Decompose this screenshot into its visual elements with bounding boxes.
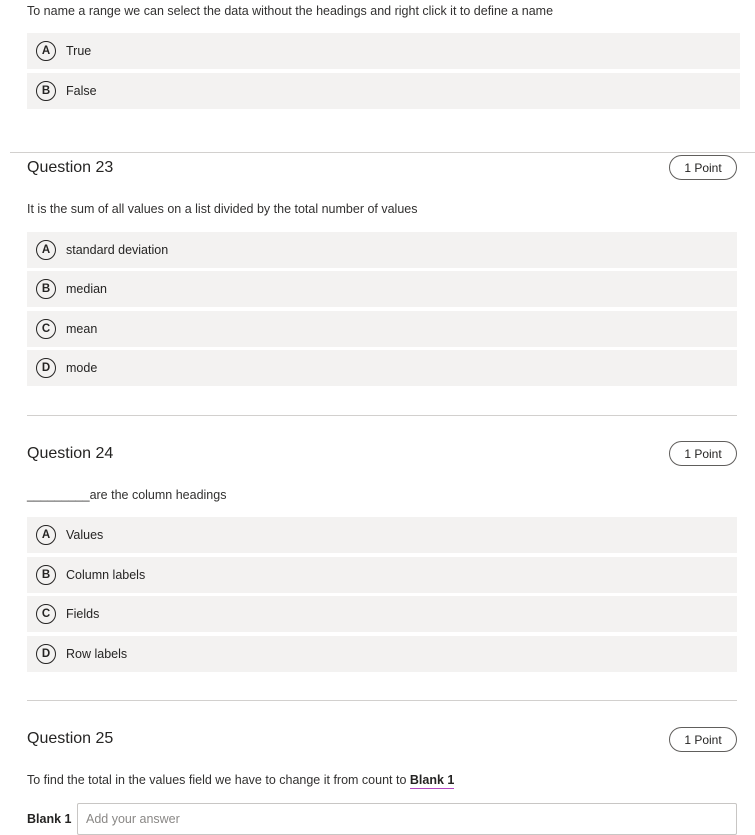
q24-option-a[interactable] <box>27 517 737 553</box>
option-label: median <box>66 282 107 296</box>
question-24-prompt: _________are the column headings <box>27 488 227 502</box>
option-letter-d: D <box>36 644 56 664</box>
option-letter-b: B <box>36 81 56 101</box>
question-23-title: Question 23 <box>27 159 114 176</box>
q23-option-b[interactable] <box>27 271 737 307</box>
question-24-points-badge: 1 Point <box>669 441 737 466</box>
blank-1-reference[interactable]: Blank 1 <box>409 773 455 787</box>
option-letter-a: A <box>36 240 56 260</box>
question-25-prompt-line <box>27 773 454 787</box>
question-25-title: Question 25 <box>27 730 114 747</box>
option-letter-a: A <box>36 41 56 61</box>
q24-option-b[interactable] <box>27 557 737 593</box>
q22-option-a[interactable] <box>27 33 740 69</box>
question-23-prompt: It is the sum of all values on a list divided by the total number of values <box>27 202 418 216</box>
option-label: standard deviation <box>66 243 169 257</box>
option-label: Row labels <box>66 647 128 661</box>
question-divider <box>27 415 737 416</box>
option-letter-b: B <box>36 565 56 585</box>
q23-option-c[interactable] <box>27 311 737 347</box>
option-letter-d: D <box>36 358 56 378</box>
option-letter-c: C <box>36 604 56 624</box>
blank-1-answer-input[interactable] <box>77 803 737 835</box>
option-label: Column labels <box>66 568 146 582</box>
question-23-points-badge: 1 Point <box>669 155 737 180</box>
option-label: mode <box>66 361 98 375</box>
q24-option-d[interactable] <box>27 636 737 672</box>
question-divider <box>27 700 737 701</box>
option-label: False <box>66 84 97 98</box>
blank-1-label: Blank 1 <box>27 812 72 826</box>
question-divider <box>10 152 755 153</box>
option-letter-c: C <box>36 319 56 339</box>
question-25-prompt: To find the total in the values field we have to change it from count to <box>27 773 407 787</box>
option-label: True <box>66 44 92 58</box>
question-24-title: Question 24 <box>27 445 114 462</box>
option-label: Values <box>66 528 104 542</box>
question-22-prompt: To name a range we can select the data without the headings and right click it to define a name <box>27 4 554 18</box>
q23-option-a[interactable] <box>27 232 737 268</box>
q23-option-d[interactable] <box>27 350 737 386</box>
option-label: Fields <box>66 607 100 621</box>
option-letter-b: B <box>36 279 56 299</box>
question-25-points-badge: 1 Point <box>669 727 737 752</box>
q22-option-b[interactable] <box>27 73 740 109</box>
option-letter-a: A <box>36 525 56 545</box>
option-label: mean <box>66 322 98 336</box>
q24-option-c[interactable] <box>27 596 737 632</box>
